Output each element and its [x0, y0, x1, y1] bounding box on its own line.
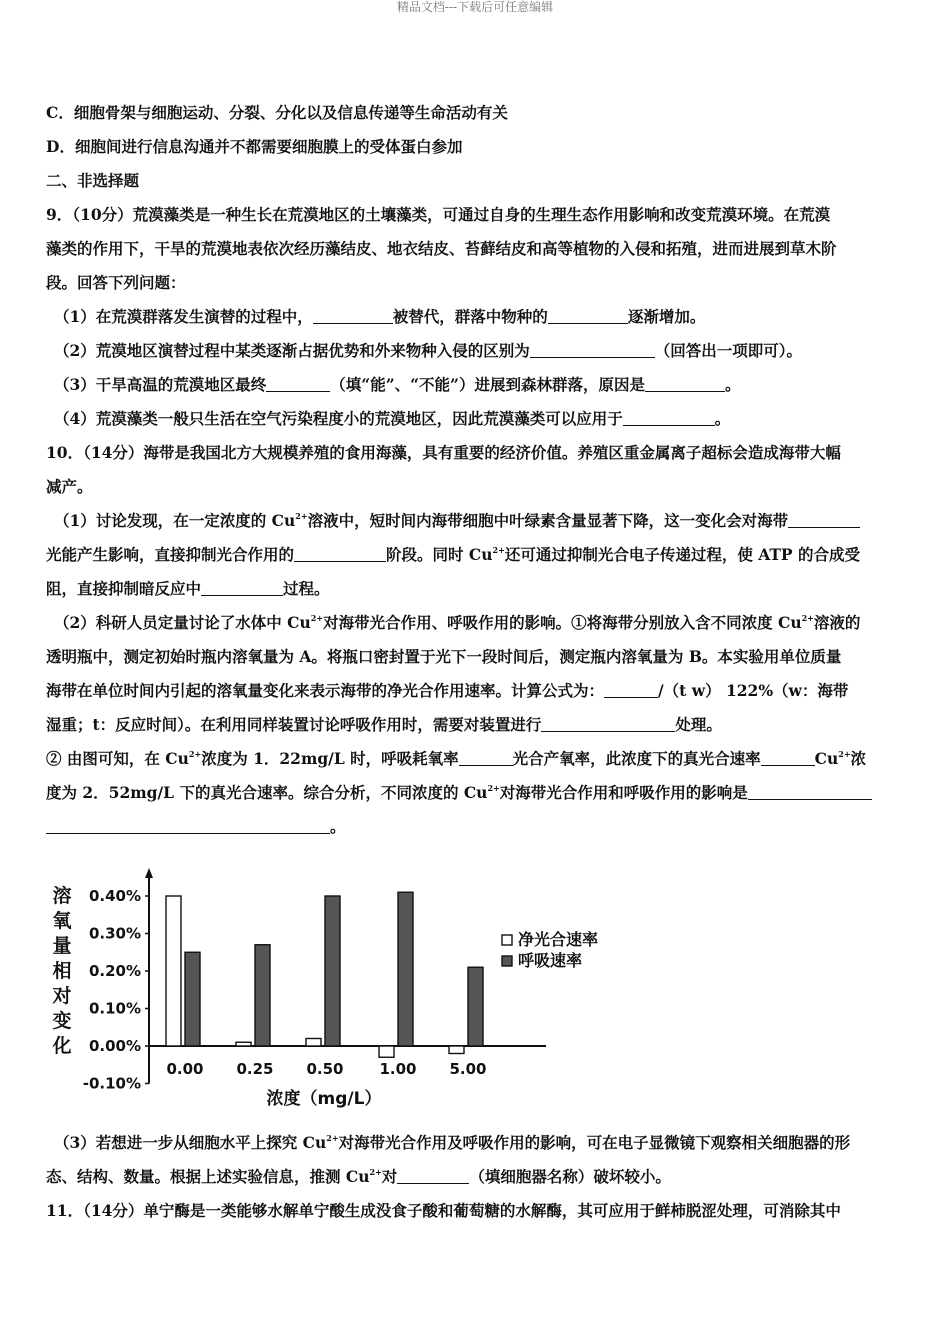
- y-tick-label: 0.00%: [88, 1037, 141, 1055]
- q10-line-1: 10．（14分）海带是我国北方大规模养殖的食用海藻，具有重要的经济价值。养殖区重金属离子超标会造成海带大幅: [46, 443, 841, 462]
- q10-part-1-line-1: （1）讨论发现，在一定浓度的 $Cu^{2+}$溶液中，短时间内海带细胞中叶绿素含量显著下降，这一变化会对海带: [46, 504, 906, 538]
- q10-part-1-line-3: 阻，直接抑制暗反应中 过程。: [46, 579, 330, 598]
- answer-blank[interactable]: [459, 747, 513, 766]
- y-axis-label: [51, 884, 72, 1057]
- bar-net-photosynthesis: [236, 1042, 251, 1046]
- bar-respiration: [468, 967, 483, 1046]
- q9-part-1: （1）在荒漠群落发生演替的过程中， 被替代，群落中物种的 逐渐增加。: [54, 307, 706, 326]
- answer-blank[interactable]: [623, 407, 715, 426]
- q9-line-3: 段。回答下列问题：: [46, 273, 186, 292]
- q10-part-2-line-5: ② 由图可知，在 $Cu^{2+}$浓度为 1．22mg/L 时，呼吸耗氧率 光合产氧率，此浓度下的真光合速率 $Cu^{2+}$浓: [46, 749, 867, 768]
- answer-blank[interactable]: [201, 577, 283, 596]
- answer-blank[interactable]: [548, 305, 628, 324]
- y-axis-label-char: 变: [52, 1010, 72, 1032]
- q10-part-3-line-1: （3）若想进一步从细胞水平上探究 $Cu^{2+}$对海带光合作用及呼吸作用的影响，可在电子显微镜下观察相关细胞器的形: [54, 1133, 851, 1152]
- answer-blank[interactable]: [530, 339, 655, 358]
- answer-blank[interactable]: [748, 781, 872, 800]
- option-d: D．细胞间进行信息沟通并不都需要细胞膜上的受体蛋白参加: [46, 137, 463, 156]
- q9-line-1: 9．（10分）荒漠藻类是一种生长在荒漠地区的土壤藻类，可通过自身的生理生态作用影响和改变荒漠环境。在荒漠: [46, 205, 831, 224]
- bar-respiration: [185, 952, 200, 1046]
- answer-blank[interactable]: [645, 373, 725, 392]
- axes: [145, 868, 546, 1084]
- q9-part-4: （4）荒漠藻类一般只生活在空气污染程度小的荒漠地区，因此荒漠藻类可以应用于 。: [54, 409, 731, 428]
- y-axis-label-char: 对: [52, 985, 72, 1007]
- y-axis-arrow: [145, 868, 153, 878]
- answer-blank[interactable]: [541, 713, 675, 732]
- x-axis-ticks: [166, 1060, 486, 1078]
- chart-svg: [46, 868, 646, 1116]
- y-axis-label-char: 量: [52, 935, 72, 957]
- x-tick-label: 0.25: [236, 1060, 274, 1078]
- section-title: 二、非选择题: [46, 171, 140, 190]
- y-tick-label: 0.40%: [88, 887, 141, 905]
- q9-line-2: 藻类的作用下，干旱的荒漠地表依次经历藻结皮、地衣结皮、苔藓结皮和高等植物的入侵和拓殖，进而进展到草木阶: [46, 239, 837, 258]
- q9-part-3: （3）干旱高温的荒漠地区最终 （填“能”、“不能”）进展到森林群落，原因是 。: [54, 375, 741, 394]
- page-header: 精品文档---下载后可任意编辑: [396, 0, 554, 14]
- q10-part-3-line-2: 态、结构、数量。根据上述实验信息，推测 $Cu^{2+}$对 （填细胞器名称）破坏较小。: [46, 1167, 671, 1186]
- y-tick-label: 0.20%: [88, 962, 141, 980]
- answer-blank[interactable]: [788, 509, 860, 528]
- document-body-continued: [46, 1126, 906, 1228]
- bar-respiration: [255, 945, 270, 1046]
- bar-respiration: [398, 892, 413, 1046]
- q10-part-2-line-3: 海带在单位时间内引起的溶氧量变化来表示海带的净光合作用速率。计算公式为： /（t w） 122%（w：海带: [46, 681, 849, 700]
- bar-net-photosynthesis: [449, 1046, 464, 1054]
- bar-chart: [46, 868, 646, 1116]
- y-tick-label: -0.10%: [82, 1074, 141, 1093]
- y-axis-label-char: 溶: [52, 885, 72, 907]
- x-tick-label: 0.00: [166, 1060, 204, 1078]
- answer-blank[interactable]: [266, 373, 330, 392]
- q10-part-1-line-2: 光能产生影响，直接抑制光合作用的 阶段。同时 $Cu^{2+}$还可通过抑制光合电子传递过程，使 ATP 的合成受: [46, 545, 860, 564]
- answer-blank[interactable]: [397, 1165, 469, 1184]
- legend-swatch: [502, 935, 512, 945]
- legend-label: 呼吸速率: [518, 951, 583, 970]
- y-tick-label: 0.30%: [88, 924, 141, 943]
- bar-respiration: [325, 896, 340, 1046]
- bar-net-photosynthesis: [306, 1039, 321, 1047]
- x-axis-label: 浓度（mg/L）: [266, 1089, 382, 1109]
- x-tick-label: 1.00: [379, 1060, 417, 1078]
- y-axis-label-char: 化: [52, 1035, 72, 1057]
- q10-part-2-line-4: 湿重；t：反应时间）。在利用同样装置讨论呼吸作用时，需要对装置进行 处理。: [46, 715, 722, 734]
- q10-part-2-line-1: （2）科研人员定量讨论了水体中 $Cu^{2+}$对海带光合作用、呼吸作用的影响。①将海带分别放入含不同浓度 $Cu^{2+}$溶液的: [54, 613, 861, 632]
- legend-label: 净光合速率: [518, 930, 599, 949]
- option-c: C．细胞骨架与细胞运动、分裂、分化以及信息传递等生命活动有关: [46, 103, 508, 122]
- answer-blank[interactable]: [604, 679, 658, 698]
- q10-line-2: 减产。: [46, 477, 93, 496]
- answer-blank[interactable]: [313, 305, 393, 324]
- y-tick-label: 0.10%: [88, 999, 141, 1018]
- q11-line-1: 11．（14分）单宁酶是一类能够水解单宁酸生成没食子酸和葡萄糖的水解酶，其可应用于鲜柿脱涩处理，可消除其中: [46, 1201, 841, 1220]
- x-tick-label: 0.50: [306, 1060, 344, 1078]
- document-body: [46, 96, 906, 844]
- answer-blank[interactable]: [294, 543, 386, 562]
- bar-net-photosynthesis: [379, 1046, 394, 1057]
- y-axis-label-char: 氧: [52, 910, 72, 932]
- q10-part-2-line-6: 度为 2．52mg/L 下的真光合速率。综合分析，不同浓度的 $Cu^{2+}$对海带光合作用和呼吸作用的影响是: [46, 776, 906, 810]
- q9-part-2: （2）荒漠地区演替过程中某类逐渐占据优势和外来物种入侵的区别为 （回答出一项即可）。: [54, 341, 803, 360]
- legend: [502, 930, 598, 970]
- q10-part-2-line-2: 透明瓶中，测定初始时瓶内溶氧量为 A。将瓶口密封置于光下一段时间后，测定瓶内溶氧量为 B。本实验用单位质量: [46, 647, 842, 666]
- answer-blank[interactable]: [46, 815, 330, 834]
- y-axis-label-char: 相: [52, 960, 72, 982]
- y-axis-ticks: [83, 887, 149, 1093]
- legend-swatch: [502, 956, 512, 966]
- q10-part-2-line-7: 。: [46, 810, 906, 844]
- bar-net-photosynthesis: [166, 896, 181, 1046]
- x-tick-label: 5.00: [449, 1060, 487, 1078]
- answer-blank[interactable]: [761, 747, 815, 766]
- bars: [166, 892, 483, 1057]
